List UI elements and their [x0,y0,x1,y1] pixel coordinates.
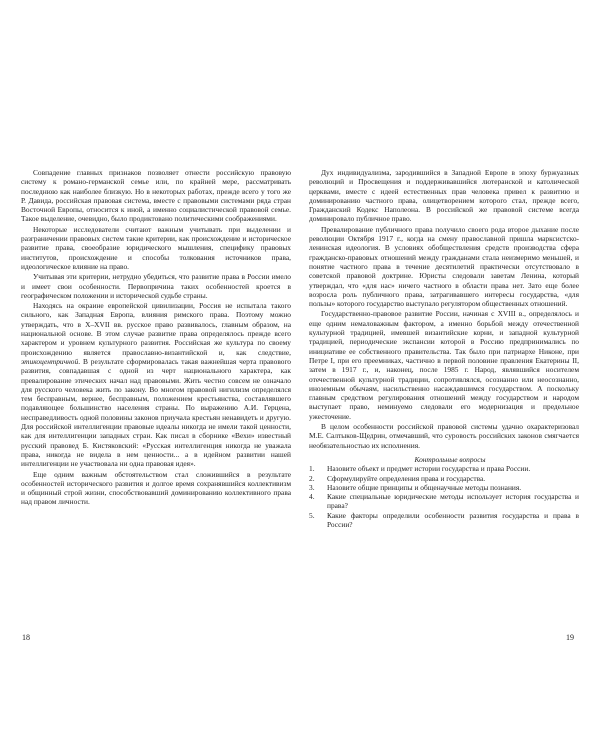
paragraph-with-emphasis [21,301,291,468]
question-item [309,492,579,511]
page-number-right: 19 [566,633,574,642]
question-text: Назовите объект и предмет истории государства и права России. [327,464,531,474]
question-item [309,511,579,530]
question-number: 1. [309,464,315,474]
paragraph: Некоторые исследователи считают важным учитывать при выделении и разграничении правовых систем такие критерии, как происхождение и историческое развитие права, своеобразие юридического мышления, специфику правовых институтов, происхождение и способы толкования источников права, идеологическое влияние на право. [21,224,291,271]
question-number: 3. [309,482,315,492]
page-number-left: 18 [22,633,30,642]
question-item [309,483,579,492]
question-text: Какие факторы определили особенности развития государства и права в России? [327,510,579,529]
paragraph: Учитывая эти критерии, нетрудно убедиться, что развитие права в России имело и имеет свои особенности. Первопричина таких особенностей кроется в географическом положении и исторической судьбе страны. [21,272,291,300]
question-item [309,464,579,473]
question-text: Назовите общие принципы и общенаучные методы познания. [327,482,522,492]
question-number: 5. [309,510,315,520]
review-questions [309,455,579,529]
question-text: Сформулируйте определения права и государства. [327,473,486,483]
text-run: . В результате сформировалась такая важнейшая черта правового развития, совпадавшая с одной из черт национального характера, как превалирование этических начал над правовыми. Жить честно совсем не означало для русского человека жить по закону. Во многом правовой нигилизм определялся тем бесправным, вернее, бесправным, положением крестьянства, составлявшего подавляющее большинство населения страны. По выражению А.И. Герцена, несправедливость одной половины законов приучала крестьян ненавидеть и другую. Для российской интеллигенции правовые идеалы никогда не имели такой ценности, как для интеллигенции западных стран. Как писал в сборнике «Вехи» известный русский правовед Б. Кистяковский: «Русская интеллигенция никогда не уважала права, никогда не видела в нем ценности... а в идейном развитии нашей интеллигенции не участвовала ни одна правовая идея». [21,356,291,469]
question-number: 2. [309,473,315,483]
question-text: Какие специальные юридические методы использует история государства и права? [327,492,579,511]
left-page-text [21,168,291,507]
right-page-text [309,168,579,529]
emphasized-term: этикоцентричной [21,356,79,366]
question-item [309,474,579,483]
paragraph: В целом особенности российской правовой системы удачно охарактеризовал М.Е. Салтыков-Щедрин, отмечавший, что суровость российских законов смягчается необязательностью их исполнения. [309,422,579,450]
questions-title: Контрольные вопросы [414,454,486,464]
paragraph: Превалирование публичного права получило своего рода второе дыхание после революции Октября 1917 г., когда на смену православной пришла марксистско-ленинская идеология. В условиях обобществления средств производства сфера гражданско-правовых отношений между гражданами стала неизмеримо меньшей, и понятие частного права в течение десятилетий практически отсутствовало в советской правовой доктрине. Юристы следовали заветам Ленина, который утверждал, что «для нас» ничего частного в области права нет. Зато еще более возросла роль публичного права, затрагивавшего интересы государства, «для пользы» которого государство выступало регулятором общественных отношений. [309,224,579,309]
paragraph: Дух индивидуализма, зародившийся в Западной Европе в эпоху буржуазных революций и Просвещения и поддерживавшийся лютеранской и католической церквами, вместе с идеей естественных прав человека привел к развитию и доминированию частного права, олицетворением которого стал, прежде всего, Гражданский Кодекс Наполеона. В российской же правовой системе всегда доминировало публичное право. [309,168,579,224]
paragraph: Еще одним важным обстоятельством стал сложившийся в результате особенностей исторического развития и долгое время сохранявшийся коллективизм и общинный строй жизни, способствовавший доминированию коллективного права над правом личности. [21,469,291,507]
text-run: Находясь на окраине европейской цивилизации, Россия не испытала такого сильного, как Западная Европа, влияния римского права. Поэтому можно утверждать, что в X–XVII вв. русское право развивалось, главным образом, на национальной основе. В этом случае развитие права определялось прежде всего характером и уровнем культурного развития. Российская же культура по своему происхождению является православно-византийской и, как следствие, [21,301,291,357]
paragraph: Государственно-правовое развитие России, начиная с XVIII в., определялось и еще одним немаловажным фактором, а именно борьбой между отечественной культурной традицией, имевшей византийские корни, и западной культурной традицией, периодические экспансии которой в Россию предпринимались по инициативе ее собственного правительства. Так было при патриархе Никоне, при Петре I, при его преемниках, частично в первой половине правления Екатерины II, затем в 1917 г., и, наконец, после 1985 г. Народ, являвшийся носителем отечественной культурной традиции, сопротивлялся, осознанно или неосознанно, иноземным обычаям, насильственно насаждавшимся государством. А поскольку главным средством регулирования отношений между государством и народом выступает право, неминуемо следовали его модернизация и предельное ужесточение. [309,309,579,421]
paragraph: Совпадение главных признаков позволяет отнести российскую правовую систему к романо-германской семье или, по крайней мере, рассматривать последнюю как наиболее близкую. Но в некоторых работах, прежде всего у того же Р. Давида, российская правовая система, вместе с правовыми системами ряда стран Восточной Европы, относится к иной, а именно социалистической правовой семье. Такое выделение, очевидно, было продиктовано политическими соображениями. [21,168,291,224]
question-number: 4. [309,492,315,502]
